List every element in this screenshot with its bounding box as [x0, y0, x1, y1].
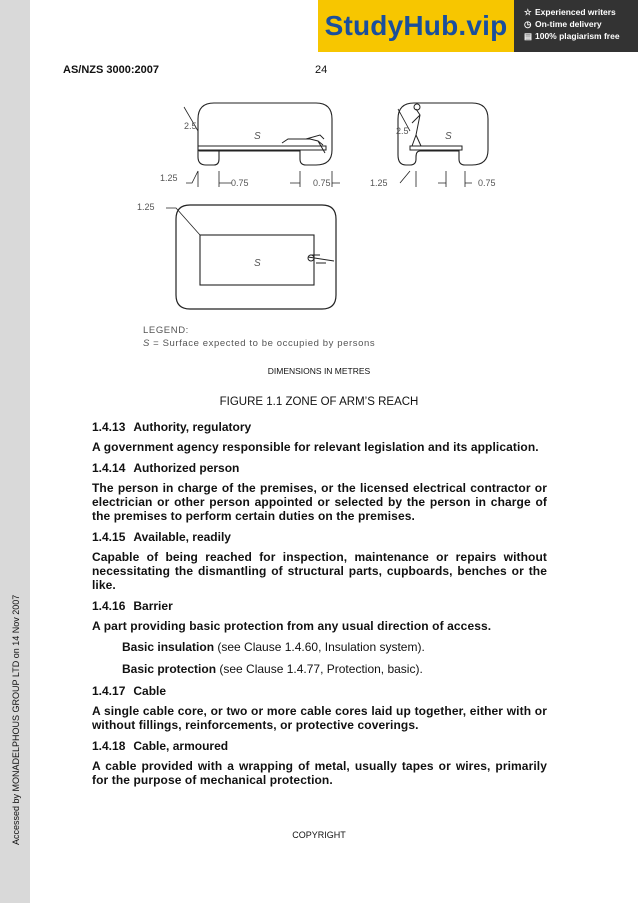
dim-line-right	[400, 171, 472, 187]
document-icon: ▤	[524, 31, 533, 41]
plan-person-figure	[308, 255, 334, 263]
see-also-item: Basic insulation (see Clause 1.4.60, Insulation system).	[122, 640, 425, 654]
legend-text: = Surface expected to be occupied by persons	[149, 338, 376, 349]
surface-label-left: S	[254, 131, 261, 142]
term-definition: A cable provided with a wrapping of metal, usually tapes or wires, primarily for the purpose of mechanical protection.	[92, 759, 547, 787]
term-definition: A government agency responsible for relevant legislation and its application.	[92, 440, 539, 454]
dim-label-reach-25-right: 2.5	[396, 126, 409, 136]
reach-zone-outline-left	[198, 103, 332, 165]
see-also-item: Basic protection (see Clause 1.4.77, Protection, basic).	[122, 662, 423, 676]
surface-label-plan: S	[254, 258, 261, 269]
platform-left	[198, 146, 326, 150]
term-heading: 1.4.17 Cable	[92, 684, 167, 698]
dim-label-125-plan: 1.25	[137, 202, 155, 212]
term-heading: 1.4.18 Cable, armoured	[92, 739, 229, 753]
arms-reach-figure	[120, 95, 520, 325]
dim-label-075-c: 0.75	[478, 178, 496, 188]
person-head-right	[414, 104, 420, 110]
reach-zone-inner-left	[198, 150, 219, 165]
banner-feature-list	[514, 0, 638, 52]
dim-label-075-b: 0.75	[313, 178, 331, 188]
legend-title: LEGEND:	[143, 325, 189, 336]
person-figure-right	[412, 109, 421, 146]
figure-legend	[143, 324, 375, 350]
term-heading: 1.4.13 Authority, regulatory	[92, 420, 252, 434]
legend-symbol: S	[143, 338, 150, 349]
legend-entry	[143, 337, 375, 350]
plan-dim-line	[166, 208, 200, 235]
arms-reach-diagram	[120, 95, 520, 320]
platform-right	[410, 146, 462, 150]
side-strip	[0, 0, 30, 903]
surface-label-right: S	[445, 131, 452, 142]
banner-feature: ◷ On-time delivery	[524, 19, 602, 29]
banner-feature: ▤ 100% plagiarism free	[524, 31, 620, 41]
clock-icon: ◷	[524, 19, 532, 29]
term-definition: The person in charge of the premises, or the licensed electrical contractor or electrician or other person appointed or selected by the person in charge of the premises to perform certain duties on the premises.	[92, 481, 547, 523]
definition-entry	[92, 420, 547, 454]
definition-entry	[92, 461, 547, 523]
term-definition: Capable of being reached for inspection, maintenance or repairs without necessitating the dismantling of structural parts, cupboards, benches or the like.	[92, 550, 547, 592]
definition-entry	[92, 530, 547, 592]
star-icon: ☆	[524, 7, 532, 17]
term-definition: A part providing basic protection from any usual direction of access.	[92, 619, 492, 633]
dim-label-125-left: 1.25	[160, 173, 178, 183]
dim-label-reach-25-left: 2.5	[184, 121, 197, 131]
copyright-footer: COPYRIGHT	[292, 830, 346, 840]
page-number: 24	[315, 64, 328, 76]
access-watermark: Accessed by MONADELPHOUS GROUP LTD on 14 Nov 2007	[11, 594, 21, 845]
definition-entry	[92, 684, 547, 732]
reach-zone-outline-right	[398, 103, 488, 165]
studyhub-logo[interactable]: StudyHub.vip	[318, 0, 514, 52]
standard-id: AS/NZS 3000:2007	[63, 64, 159, 76]
dim-label-075-a: 0.75	[231, 178, 249, 188]
term-definition: A single cable core, or two or more cable cores laid up together, either with or without fillings, reinforcements, or protective coverings.	[92, 704, 547, 732]
definition-entry	[92, 599, 547, 676]
definition-entry	[92, 739, 547, 787]
term-heading: 1.4.14 Authorized person	[92, 461, 240, 475]
dim-label-125-right: 1.25	[370, 178, 388, 188]
term-heading: 1.4.16 Barrier	[92, 599, 173, 613]
studyhub-banner[interactable]	[318, 0, 638, 52]
dimensions-note: DIMENSIONS IN METRES	[267, 366, 371, 376]
banner-feature: ☆ Experienced writers	[524, 7, 616, 17]
dim-line-left	[186, 171, 232, 187]
term-heading: 1.4.15 Available, readily	[92, 530, 231, 544]
definitions-list	[92, 420, 547, 794]
figure-caption: FIGURE 1.1 ZONE OF ARM’S REACH	[219, 396, 419, 408]
